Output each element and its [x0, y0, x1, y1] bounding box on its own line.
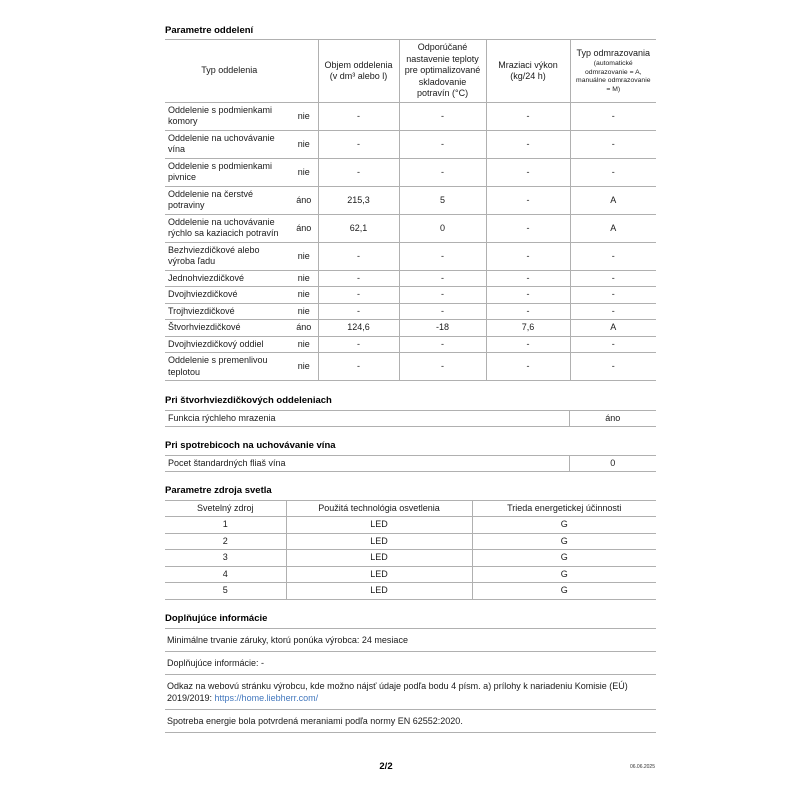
compartment-name: Oddelenie s podmienkami pivnice	[165, 158, 291, 186]
compartment-temperature: -	[399, 336, 486, 353]
compartment-temperature: -	[399, 270, 486, 287]
light-col-header-class: Trieda energetickej účinnosti	[472, 500, 656, 517]
compartment-volume: -	[318, 336, 399, 353]
compartment-volume: -	[318, 102, 399, 130]
compartment-present: áno	[291, 186, 318, 214]
compartments-section	[165, 26, 656, 381]
light-technology: LED	[286, 550, 472, 567]
compartment-defrost: -	[570, 287, 656, 304]
light-row	[165, 517, 656, 534]
light-row	[165, 583, 656, 600]
compartment-volume: -	[318, 270, 399, 287]
wine-section-title: Pri spotrebicoch na uchovávanie vína	[165, 440, 336, 452]
compartment-row	[165, 130, 656, 158]
defrost-type-note: (automatické odmrazovanie = A, manuálne odmrazovanie = M)	[576, 60, 651, 93]
compartment-present: nie	[291, 303, 318, 320]
compartment-volume: 62,1	[318, 214, 399, 242]
compartment-row	[165, 270, 656, 287]
col-header-type: Typ oddelenia	[165, 40, 318, 103]
four-star-table	[165, 410, 656, 428]
compartment-name: Oddelenie na uchovávanie rýchlo sa kaziacich potravín	[165, 214, 291, 242]
additional-section	[165, 614, 656, 733]
compartment-temperature: -18	[399, 320, 486, 337]
compartment-present: áno	[291, 214, 318, 242]
wine-bottles-label: Pocet štandardných fliaš vína	[165, 455, 569, 472]
compartment-freezing: -	[486, 287, 570, 304]
compartment-volume: -	[318, 158, 399, 186]
compartment-temperature: -	[399, 242, 486, 270]
compartment-row	[165, 186, 656, 214]
compartment-volume: -	[318, 242, 399, 270]
compartment-freezing: 7,6	[486, 320, 570, 337]
additional-info-block	[165, 628, 656, 733]
light-source-number: 5	[165, 583, 286, 600]
compartment-name: Oddelenie s premenlivou teplotou	[165, 353, 291, 381]
light-energy-class: G	[472, 550, 656, 567]
compartment-temperature: -	[399, 130, 486, 158]
compartment-row	[165, 242, 656, 270]
compartments-section-title: Parametre oddelení	[165, 25, 254, 36]
compartment-defrost: A	[570, 214, 656, 242]
col-header-volume: Objem oddelenia (v dm³ alebo l)	[318, 40, 399, 103]
light-header-row	[165, 500, 656, 517]
light-table	[165, 500, 656, 600]
energy-measurement-note: Spotreba energie bola potvrdená meraniami podľa normy EN 62552:2020.	[165, 710, 656, 733]
compartment-present: nie	[291, 158, 318, 186]
compartment-volume: 124,6	[318, 320, 399, 337]
compartment-defrost: -	[570, 102, 656, 130]
wine-table	[165, 455, 656, 473]
compartment-present: nie	[291, 270, 318, 287]
compartment-volume: -	[318, 287, 399, 304]
compartment-defrost: -	[570, 158, 656, 186]
light-technology: LED	[286, 517, 472, 534]
compartment-temperature: -	[399, 158, 486, 186]
fast-freeze-value: áno	[569, 410, 656, 427]
compartment-defrost: -	[570, 242, 656, 270]
additional-info: Doplňujúce informácie: -	[165, 652, 656, 675]
compartment-temperature: 5	[399, 186, 486, 214]
warranty-info: Minimálne trvanie záruky, ktorú ponúka výrobca: 24 mesiace	[165, 629, 656, 652]
compartment-temperature: -	[399, 102, 486, 130]
light-source-number: 2	[165, 533, 286, 550]
compartment-name: Trojhviezdičkové	[165, 303, 291, 320]
light-section	[165, 486, 656, 599]
compartment-freezing: -	[486, 214, 570, 242]
compartment-volume: -	[318, 353, 399, 381]
compartment-volume: -	[318, 303, 399, 320]
compartment-name: Jednohviezdičkové	[165, 270, 291, 287]
footer-date: 06.06.2025	[629, 764, 655, 770]
compartment-name: Dvojhviezdičkový oddiel	[165, 336, 291, 353]
compartment-present: áno	[291, 320, 318, 337]
compartment-defrost: A	[570, 320, 656, 337]
light-col-header-technology: Použitá technológia osvetlenia	[286, 500, 472, 517]
compartment-volume: 215,3	[318, 186, 399, 214]
four-star-section-title: Pri štvorhviezdičkových oddeleniach	[165, 395, 332, 407]
light-row	[165, 550, 656, 567]
fast-freeze-label: Funkcia rýchleho mrazenia	[165, 410, 569, 427]
compartment-name: Oddelenie s podmienkami komory	[165, 102, 291, 130]
compartment-row	[165, 303, 656, 320]
light-row	[165, 566, 656, 583]
col-header-defrost-type	[570, 40, 656, 103]
col-header-freezing-capacity: Mraziaci výkon (kg/24 h)	[486, 40, 570, 103]
compartment-temperature: 0	[399, 214, 486, 242]
compartment-defrost: -	[570, 336, 656, 353]
table-row	[165, 410, 656, 427]
compartment-defrost: -	[570, 303, 656, 320]
light-row	[165, 533, 656, 550]
light-source-number: 4	[165, 566, 286, 583]
table-row	[165, 455, 656, 472]
compartment-name: Oddelenie na uchovávanie vína	[165, 130, 291, 158]
page-number: 2/2	[379, 761, 393, 772]
compartment-present: nie	[291, 287, 318, 304]
compartment-row	[165, 320, 656, 337]
compartment-freezing: -	[486, 130, 570, 158]
compartment-freezing: -	[486, 186, 570, 214]
light-energy-class: G	[472, 517, 656, 534]
compartment-temperature: -	[399, 303, 486, 320]
compartment-freezing: -	[486, 158, 570, 186]
compartment-temperature: -	[399, 287, 486, 304]
page-footer	[0, 761, 800, 775]
compartment-present: nie	[291, 242, 318, 270]
compartment-defrost: -	[570, 270, 656, 287]
datasheet-page	[165, 26, 656, 733]
website-link[interactable]: https://home.liebherr.com/	[214, 693, 319, 704]
wine-bottles-value: 0	[569, 455, 656, 472]
compartment-name: Bezhviezdičkové alebo výroba ľadu	[165, 242, 291, 270]
compartment-present: nie	[291, 336, 318, 353]
compartment-defrost: -	[570, 130, 656, 158]
compartment-freezing: -	[486, 336, 570, 353]
compartment-freezing: -	[486, 102, 570, 130]
wine-section	[165, 441, 656, 472]
compartments-table	[165, 39, 656, 381]
compartment-name: Dvojhviezdičkové	[165, 287, 291, 304]
compartment-present: nie	[291, 130, 318, 158]
compartments-header-row	[165, 40, 656, 103]
light-technology: LED	[286, 566, 472, 583]
compartment-defrost: -	[570, 353, 656, 381]
compartment-row	[165, 336, 656, 353]
compartment-freezing: -	[486, 353, 570, 381]
light-col-header-source: Svetelný zdroj	[165, 500, 286, 517]
four-star-section	[165, 396, 656, 427]
compartment-volume: -	[318, 130, 399, 158]
light-technology: LED	[286, 583, 472, 600]
website-info-text: Odkaz na webovú stránku výrobcu, kde možno nájsť údaje podľa bodu 4 písm. a) prílohy k nariadeniu Komisie (EÚ) 2019/2019:	[167, 681, 628, 704]
defrost-type-label: Typ odmrazovania	[576, 47, 651, 58]
light-source-number: 1	[165, 517, 286, 534]
compartment-row	[165, 287, 656, 304]
compartment-name: Štvorhviezdičkové	[165, 320, 291, 337]
website-info	[165, 675, 656, 710]
light-source-number: 3	[165, 550, 286, 567]
compartment-present: nie	[291, 353, 318, 381]
compartment-freezing: -	[486, 270, 570, 287]
compartment-row	[165, 214, 656, 242]
col-header-temperature: Odporúčané nastavenie teploty pre optimalizované skladovanie potravín (°C)	[399, 40, 486, 103]
compartment-freezing: -	[486, 242, 570, 270]
light-energy-class: G	[472, 533, 656, 550]
compartment-temperature: -	[399, 353, 486, 381]
additional-section-title: Doplňujúce informácie	[165, 612, 268, 624]
compartment-row	[165, 158, 656, 186]
light-energy-class: G	[472, 583, 656, 600]
compartment-present: nie	[291, 102, 318, 130]
compartment-row	[165, 102, 656, 130]
compartment-defrost: A	[570, 186, 656, 214]
compartment-freezing: -	[486, 303, 570, 320]
light-energy-class: G	[472, 566, 656, 583]
light-section-title: Parametre zdroja svetla	[165, 485, 272, 497]
compartment-name: Oddelenie na čerstvé potraviny	[165, 186, 291, 214]
light-technology: LED	[286, 533, 472, 550]
compartment-row	[165, 353, 656, 381]
